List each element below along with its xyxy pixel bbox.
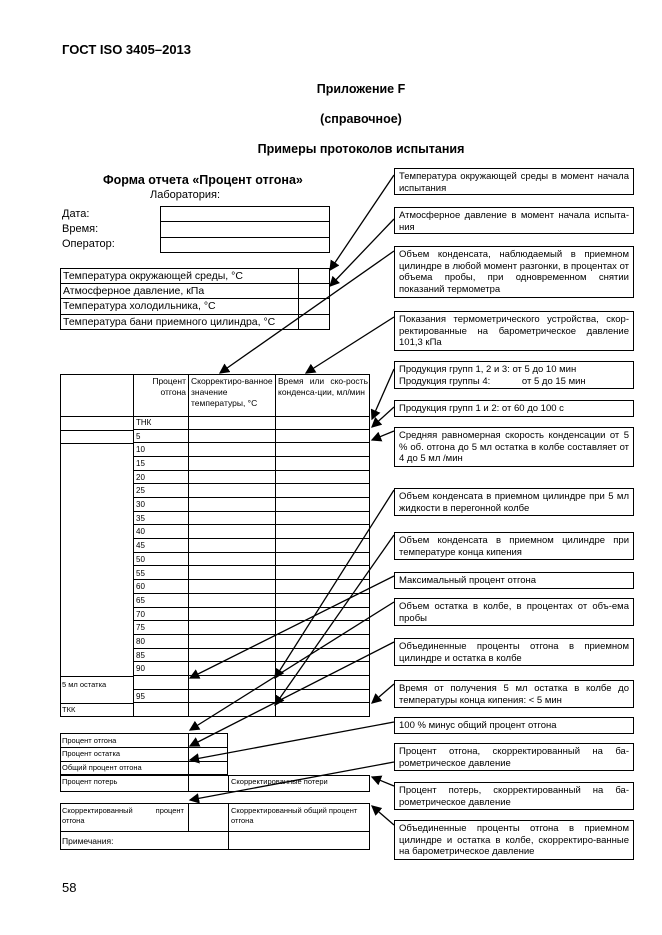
standard-code: ГОСТ ISO 3405–2013 [62, 42, 192, 57]
row-percent-label: 55 [136, 568, 145, 578]
row-percent-label: 65 [136, 595, 145, 605]
arrow-15 [190, 762, 394, 800]
page-number: 58 [62, 880, 77, 895]
note-thermometer: Показания термометрического устройства, скор-ректированные на барометрическое давление 101,3 кПа [394, 311, 634, 351]
corrected-total-label: Скорректированный общий процент отгона [231, 806, 358, 825]
note-condensation-rate: Средняя равномерная скорость конденсации от 5 % об. отгона до 5 мл остатка в колбе составляет от 4 до 5 мл /мин [394, 427, 634, 467]
row-percent-label: 90 [136, 664, 145, 674]
form-title: Форма отчета «Процент отгона» [103, 173, 303, 187]
row-percent-label: 45 [136, 541, 145, 551]
row-percent-label: 75 [136, 623, 145, 633]
note-condensate: Объем конденсата, наблюдаемый в приемном цилиндре в любой момент разгонки, в процентах от объема пробы, при одновременном снятии показаний термометра [394, 246, 634, 298]
note-groups-123: Продукция групп 1, 2 и 3: от 5 до 10 мин [399, 364, 577, 375]
bath-temp-label: Температура бани приемного цилиндра, °С [63, 316, 276, 328]
tkk-label: ТКК [62, 705, 76, 714]
note-loss: 100 % минус общий процент отгона [394, 717, 634, 734]
note-ambient-temp: Температура окружающей среды в момент начала испытания [394, 168, 634, 195]
condenser-temp-label: Температура холодильника, °С [63, 300, 216, 312]
note-combined: Объединенные проценты отгона в приемном цилиндре и остатка в колбе [394, 638, 634, 666]
note-5ml-residue: Объем конденсата в приемном цилиндре при 5 мл жидкости в перегонной колбе [394, 488, 634, 516]
arrow-5 [372, 369, 394, 419]
row-percent-label: 70 [136, 609, 145, 619]
operator-label: Оператор: [62, 238, 115, 250]
loss-label: Процент потерь [62, 777, 118, 786]
arrow-14 [190, 722, 394, 760]
row-percent-label: 20 [136, 472, 145, 482]
arrow-17 [372, 806, 394, 825]
col-header-percent: Процент отгона [152, 376, 186, 397]
col-header-time: Время или ско-рость конденса-ции, мл/мин [278, 376, 368, 397]
arrow-1 [330, 175, 394, 270]
arrow-2 [330, 219, 394, 286]
row-percent-label: 85 [136, 650, 145, 660]
note-max-recovery: Максимальный процент отгона [394, 572, 634, 589]
note-corrected-recovered: Процент отгона, скорректированный на ба-рометрическое давление [394, 743, 634, 771]
note-corrected-loss: Процент потерь, скорректированный на ба-рометрическое давление [394, 782, 634, 810]
time-label: Время: [62, 223, 99, 235]
row-percent-label: 5 [136, 431, 141, 441]
row-percent-label: 25 [136, 486, 145, 496]
note-pressure: Атмосферное давление в момент начала испыта-ния [394, 207, 634, 234]
arrow-16 [372, 777, 394, 786]
col-header-corrected: Скорректиро-ванное значение температуры, °С [191, 376, 273, 408]
arrow-12 [190, 642, 394, 746]
arrow-9 [275, 535, 394, 705]
corrected-loss-label: Скорректированные потери [231, 777, 328, 786]
appendix-subtitle: Примеры протоколов испытания [257, 142, 465, 156]
note-end-point: Объем конденсата в приемном цилиндре при температуре конца кипения [394, 532, 634, 560]
corrected-recovered-label: Скорректированный процент отгона [62, 806, 184, 825]
arrow-13 [372, 684, 394, 703]
row-percent-label: 35 [136, 513, 145, 523]
recovered-label: Процент отгона [62, 736, 117, 745]
arrow-11 [190, 602, 394, 730]
arrow-8 [275, 490, 394, 678]
row-percent-label: 60 [136, 582, 145, 592]
row-percent-label: 10 [136, 445, 145, 455]
arrow-4 [306, 317, 394, 373]
note-groups-12: Продукция групп 1 и 2: от 60 до 100 с [394, 400, 634, 417]
row-percent-label: 80 [136, 636, 145, 646]
arrow-3 [220, 251, 394, 373]
lab-label: Лаборатория: [150, 189, 221, 201]
appendix-title: Приложение F [316, 82, 406, 96]
row-percent-label: 50 [136, 554, 145, 564]
residue-5ml-label: 5 мл остатка [62, 680, 107, 689]
residue-label: Процент остатка [62, 749, 121, 758]
row-percent-label: 95 [136, 691, 145, 701]
row-percent-label: 15 [136, 459, 145, 469]
note-time-to-end: Время от получения 5 мл остатка в колбе до температуры конца кипения: < 5 мин [394, 680, 634, 708]
arrow-7 [372, 431, 394, 440]
row-percent-label: 30 [136, 500, 145, 510]
row-percent-label: ТНК [136, 418, 152, 427]
total-label: Общий процент отгона [62, 763, 142, 772]
note-residue-volume: Объем остатка в колбе, в процентах от объ-ема пробы [394, 598, 634, 626]
notes-label: Примечания: [62, 836, 114, 846]
appendix-type: (справочное) [320, 112, 402, 126]
row-percent-label: 40 [136, 527, 145, 537]
ambient-temp-label: Температура окружающей среды, °С [63, 270, 243, 282]
pressure-label: Атмосферное давление, кПа [63, 285, 205, 297]
note-corrected-total: Объединенные проценты отгона в приемном цилиндре и остатка в колбе, скорректиро-ванные на барометрическое давление [394, 820, 634, 860]
arrow-10 [190, 576, 394, 678]
date-label: Дата: [62, 208, 90, 220]
note-group-4: Продукция группы 4: от 5 до 15 мин [399, 375, 586, 387]
